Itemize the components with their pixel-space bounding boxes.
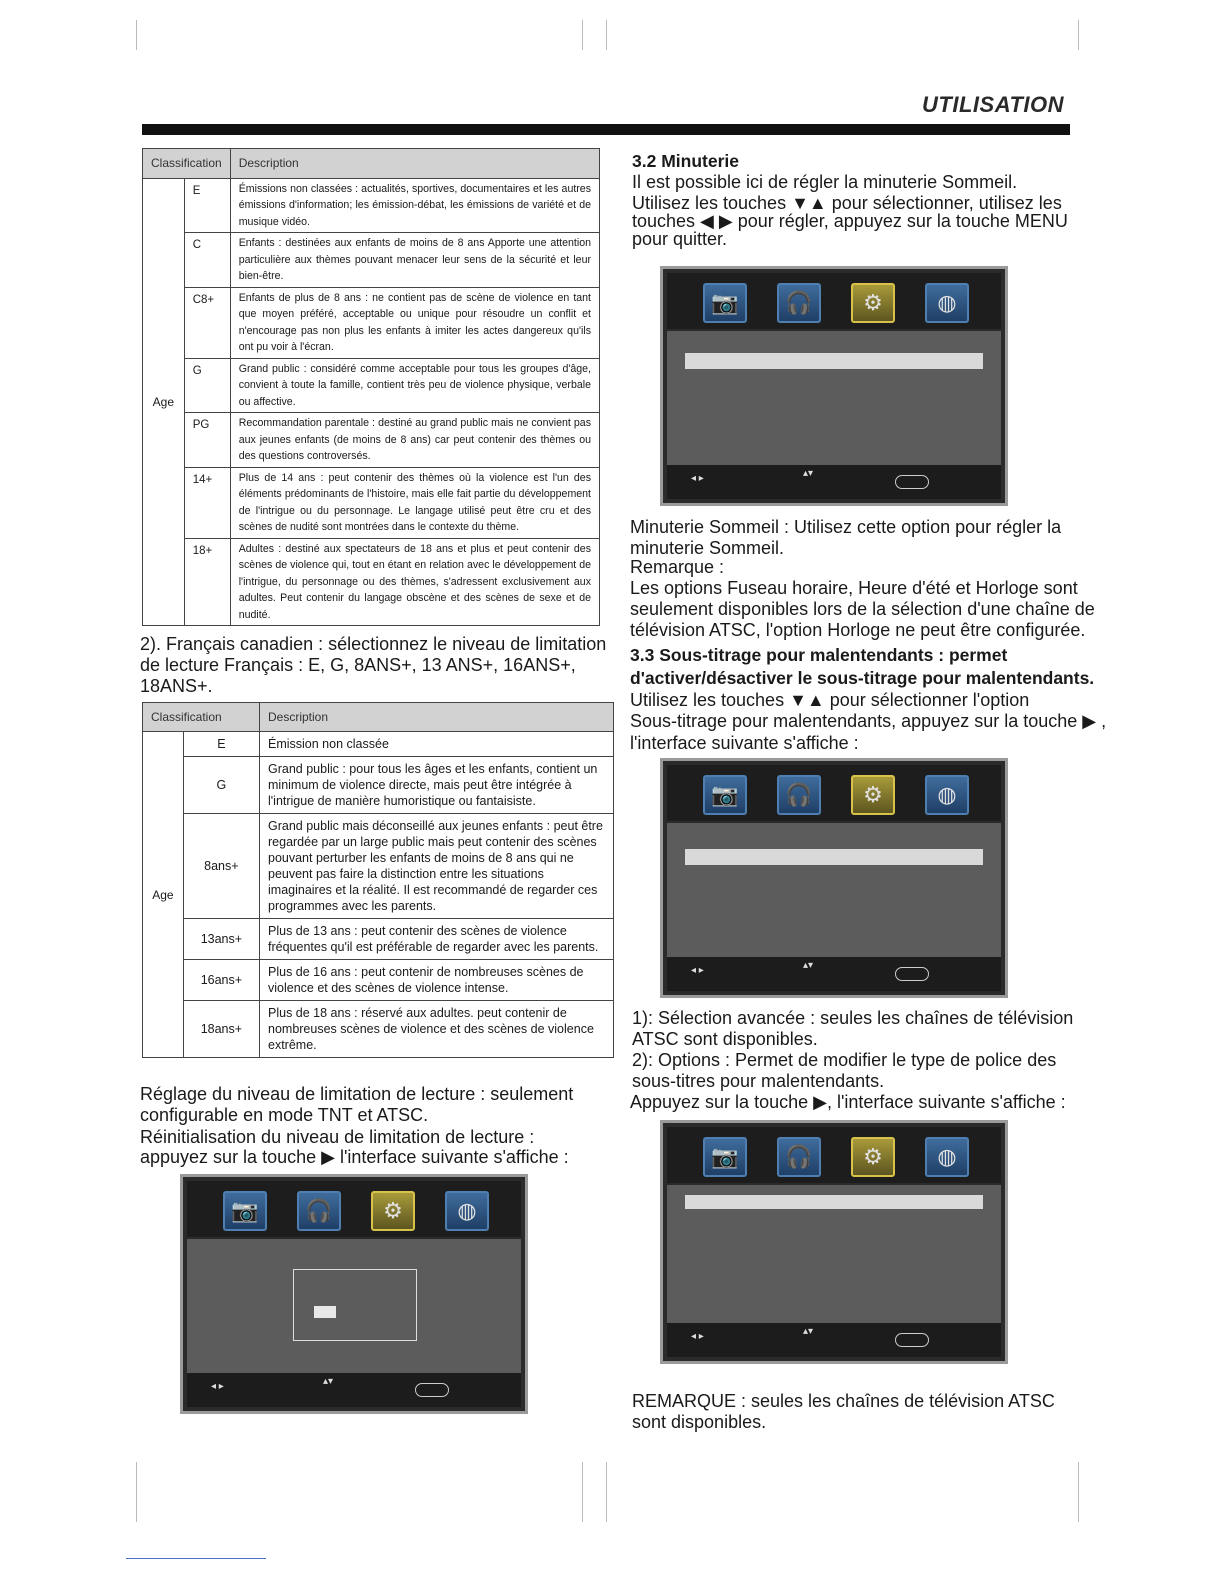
table-row: [143, 287, 600, 358]
margin-line: [1078, 20, 1079, 50]
camera-icon[interactable]: 📷: [223, 1191, 267, 1231]
remarque-text: Les options Fuseau horaire, Heure d'été et Horloge sont seulement disponibles lors de la sélection d'une chaîne de télévision ATSC, l'option Horloge ne peut être configurée.: [630, 578, 1095, 640]
table-header-classification: Classification: [143, 703, 260, 732]
headphones-icon[interactable]: 🎧: [777, 1137, 821, 1177]
paragraph-francais: 2). Français canadien : sélectionnez le niveau de limitation de lecture Français : E, G, 8ANS+, 13 ANS+, 16ANS+, 18ANS+.: [140, 634, 607, 696]
remarque-label: Remarque :: [630, 557, 725, 577]
up-down-hint-icon: ▴▾: [323, 1376, 334, 1387]
soustitrage-line-2: Sous-titrage pour malentendants, appuyez sur la touche ▶ ,: [630, 711, 1107, 731]
table-header-description: Description: [260, 703, 614, 732]
margin-line: [136, 20, 137, 50]
rating-description: Plus de 14 ans : peut contenir des thèmes où la violence est l'un des éléments prédominants de l'histoire, mais elle fait partie du développement de l'intrigue ou du personnage. Le langage utilisé peut être cru et des scènes de nudité sont montrées dans le contexte du thème.: [230, 467, 599, 538]
table-row: [143, 757, 614, 814]
rating-description: Plus de 13 ans : peut contenir des scènes de violence fréquentes qu'il est préférable de regarder avec les parents.: [260, 919, 614, 960]
rating-description: Adultes : destiné aux spectateurs de 18 ans et plus et peut contenir des scènes de violence qui, tout en étant en relation avec le développement de l'intrigue, du personnage ou des thèmes, s'adressent exclusivement aux adultes. Peut contenir du langage obscène et des scènes de sexe et de nudité.: [230, 538, 599, 626]
paragraph-reglage: Réglage du niveau de limitation de lecture : seulement configurable en mode TNT et ATSC.: [140, 1084, 574, 1125]
rating-description: Grand public mais déconseillé aux jeunes enfants : peut être regardée par un large public mais peut contenir des scènes pouvant perturber les enfants de moins de 8 ans qui ne peuvent pas faire la distinction entre les situations imaginaires et la réalité. Il est recommandé de regarder ces programmes avec les parents.: [260, 814, 614, 919]
list-item-selection-avancee: 1): Sélection avancée : seules les chaînes de télévision ATSC sont disponibles.: [632, 1008, 1074, 1049]
table-row: [143, 919, 614, 960]
selected-menu-row[interactable]: [685, 1195, 983, 1209]
rating-code: C8+: [184, 287, 230, 358]
remarque-final: REMARQUE : seules les chaînes de télévision ATSC sont disponibles.: [632, 1391, 1055, 1432]
table-row: [143, 233, 600, 288]
headphones-icon[interactable]: 🎧: [297, 1191, 341, 1231]
headphones-icon[interactable]: 🎧: [777, 283, 821, 323]
left-right-hint-icon: ◂ ▸: [691, 1331, 704, 1342]
menu-key-icon: [895, 1333, 929, 1347]
minuterie-line-3: touches ◀ ▶ pour régler, appuyez sur la touche MENU: [632, 211, 1068, 231]
soustitrage-line-3: l'interface suivante s'affiche :: [630, 733, 859, 753]
tv-menu-hints: [667, 957, 1001, 991]
table-row: [143, 178, 600, 233]
reset-dialog: [293, 1269, 417, 1341]
up-down-hint-icon: ▴▾: [803, 1326, 814, 1337]
margin-line: [606, 20, 607, 50]
rating-code: G: [184, 358, 230, 413]
margin-line: [606, 1462, 607, 1522]
page-header-title: UTILISATION: [922, 92, 1064, 117]
minuterie-line-2: Utilisez les touches ▼▲ pour sélectionner, utilisez les: [632, 193, 1062, 213]
globe-icon[interactable]: ◍: [925, 775, 969, 815]
globe-icon[interactable]: ◍: [445, 1191, 489, 1231]
settings-gear-icon[interactable]: ⚙: [851, 1137, 895, 1177]
settings-gear-icon[interactable]: ⚙: [371, 1191, 415, 1231]
minuterie-line-4: pour quitter.: [632, 229, 728, 249]
rating-description: Plus de 18 ans : réservé aux adultes. peut contenir de nombreuses scènes de violence et des scènes de violence extrême.: [260, 1001, 614, 1058]
rating-description: Émissions non classées : actualités, sportives, documentaires et les autres émissions d'information; les émission-débat, les émissions de variété et de musique vidéo.: [230, 178, 599, 233]
up-down-hint-icon: ▴▾: [803, 468, 814, 479]
margin-line: [582, 1462, 583, 1522]
soustitrage-line-1: Utilisez les touches ▼▲ pour sélectionner l'option: [630, 690, 1030, 710]
settings-gear-icon[interactable]: ⚙: [851, 775, 895, 815]
table-header-classification: Classification: [143, 149, 231, 179]
minuterie-description: Minuterie Sommeil : Utilisez cette option pour régler la minuterie Sommeil.: [630, 517, 1062, 558]
globe-icon[interactable]: ◍: [925, 1137, 969, 1177]
tv-menu-body: [667, 823, 1001, 957]
camera-icon[interactable]: 📷: [703, 283, 747, 323]
table-row: [143, 1001, 614, 1058]
table-row: [143, 413, 600, 468]
tv-menu-body: [187, 1239, 521, 1373]
paragraph-reinit-2: appuyez sur la touche ▶ l'interface suivante s'affiche :: [140, 1147, 569, 1167]
table-header-description: Description: [230, 149, 599, 179]
rating-description: Grand public : considéré comme acceptable pour tous les groupes d'âge, convient à toute la famille, contient très peu de violence physique, verbale ou affective.: [230, 358, 599, 413]
rating-code: 8ans+: [183, 814, 259, 919]
headphones-icon[interactable]: 🎧: [777, 775, 821, 815]
rating-description: Grand public : pour tous les âges et les enfants, contient un minimum de violence directe, mais peut être intégrée à l'intrigue de manière humoristique ou fantaisiste.: [260, 757, 614, 814]
age-cell: Age: [143, 732, 184, 1058]
margin-line: [136, 1462, 137, 1522]
tv-menu-screen-cc-options: [660, 1120, 1008, 1364]
left-right-hint-icon: ◂ ▸: [691, 473, 704, 484]
list-item-options: 2): Options : Permet de modifier le type de police des sous-titres pour malentendants.: [632, 1050, 1057, 1091]
section-heading-soustitrage-1: 3.3 Sous-titrage pour malentendants : permet: [630, 645, 1008, 665]
rating-code: E: [184, 178, 230, 233]
rating-code: 13ans+: [183, 919, 259, 960]
rating-code: G: [183, 757, 259, 814]
camera-icon[interactable]: 📷: [703, 775, 747, 815]
tv-menu-screen-cc: [660, 758, 1008, 998]
rating-code: 18ans+: [183, 1001, 259, 1058]
dialog-button[interactable]: [314, 1306, 336, 1318]
minuterie-line-1: Il est possible ici de régler la minuterie Sommeil.: [632, 172, 1018, 192]
age-cell: Age: [143, 178, 185, 626]
rating-table-french: [142, 702, 614, 1058]
selected-menu-row[interactable]: [685, 849, 983, 865]
table-row: [143, 960, 614, 1001]
appuyez-line: Appuyez sur la touche ▶, l'interface suivante s'affiche :: [630, 1092, 1066, 1112]
rating-description: Plus de 16 ans : peut contenir de nombreuses scènes de violence et des scènes de violence intense.: [260, 960, 614, 1001]
table-row: [143, 467, 600, 538]
table-row: [143, 538, 600, 626]
menu-key-icon: [895, 967, 929, 981]
table-row: [143, 358, 600, 413]
tv-menu-tabbar: [667, 1127, 1001, 1183]
rating-code: PG: [184, 413, 230, 468]
tv-menu-screen-reset: [180, 1174, 528, 1414]
tv-menu-hints: [187, 1373, 521, 1407]
rating-description: Recommandation parentale : destiné au grand public mais ne convient pas aux jeunes enfants (de moins de 8 ans) car peut contenir des thèmes ou des questions controversés.: [230, 413, 599, 468]
paragraph-reinit-1: Réinitialisation du niveau de limitation de lecture :: [140, 1127, 535, 1147]
menu-key-icon: [415, 1383, 449, 1397]
up-down-hint-icon: ▴▾: [803, 960, 814, 971]
rating-description: Enfants de plus de 8 ans : ne contient pas de scène de violence en tant que moyen préféré, acceptable ou unique pour résoudre un conflit et n'encourage pas non plus les enfants à imiter les actes dangereux qu'ils ont pu voir à l'écran.: [230, 287, 599, 358]
header-bar: [142, 124, 1070, 135]
tv-menu-body: [667, 1185, 1001, 1323]
tv-menu-tabbar: [667, 273, 1001, 329]
camera-icon[interactable]: 📷: [703, 1137, 747, 1177]
left-right-hint-icon: ◂ ▸: [691, 965, 704, 976]
table-row: [143, 732, 614, 757]
margin-line: [582, 20, 583, 50]
rating-code: 14+: [184, 467, 230, 538]
tv-menu-hints: [667, 465, 1001, 499]
tv-menu-hints: [667, 1323, 1001, 1357]
globe-icon[interactable]: ◍: [925, 283, 969, 323]
margin-line: [1078, 1462, 1079, 1522]
rating-code: 16ans+: [183, 960, 259, 1001]
tv-menu-tabbar: [187, 1181, 521, 1237]
tv-menu-tabbar: [667, 765, 1001, 821]
menu-key-icon: [895, 475, 929, 489]
tv-menu-body: [667, 331, 1001, 465]
rating-description: Émission non classée: [260, 732, 614, 757]
table-row: [143, 814, 614, 919]
footer-underline: [126, 1558, 266, 1559]
section-heading-minuterie: 3.2 Minuterie: [632, 151, 739, 171]
settings-gear-icon[interactable]: ⚙: [851, 283, 895, 323]
section-heading-soustitrage-2: d'activer/désactiver le sous-titrage pour malentendants.: [630, 668, 1095, 688]
selected-menu-row[interactable]: [685, 353, 983, 369]
rating-code: C: [184, 233, 230, 288]
left-right-hint-icon: ◂ ▸: [211, 1381, 224, 1392]
rating-code: 18+: [184, 538, 230, 626]
rating-table-english: [142, 148, 600, 626]
rating-code: E: [183, 732, 259, 757]
tv-menu-screen-timer: [660, 266, 1008, 506]
rating-description: Enfants : destinées aux enfants de moins de 8 ans Apporte une attention particulière aux thèmes pouvant menacer leur sens de la sécurité et leur bien-être.: [230, 233, 599, 288]
